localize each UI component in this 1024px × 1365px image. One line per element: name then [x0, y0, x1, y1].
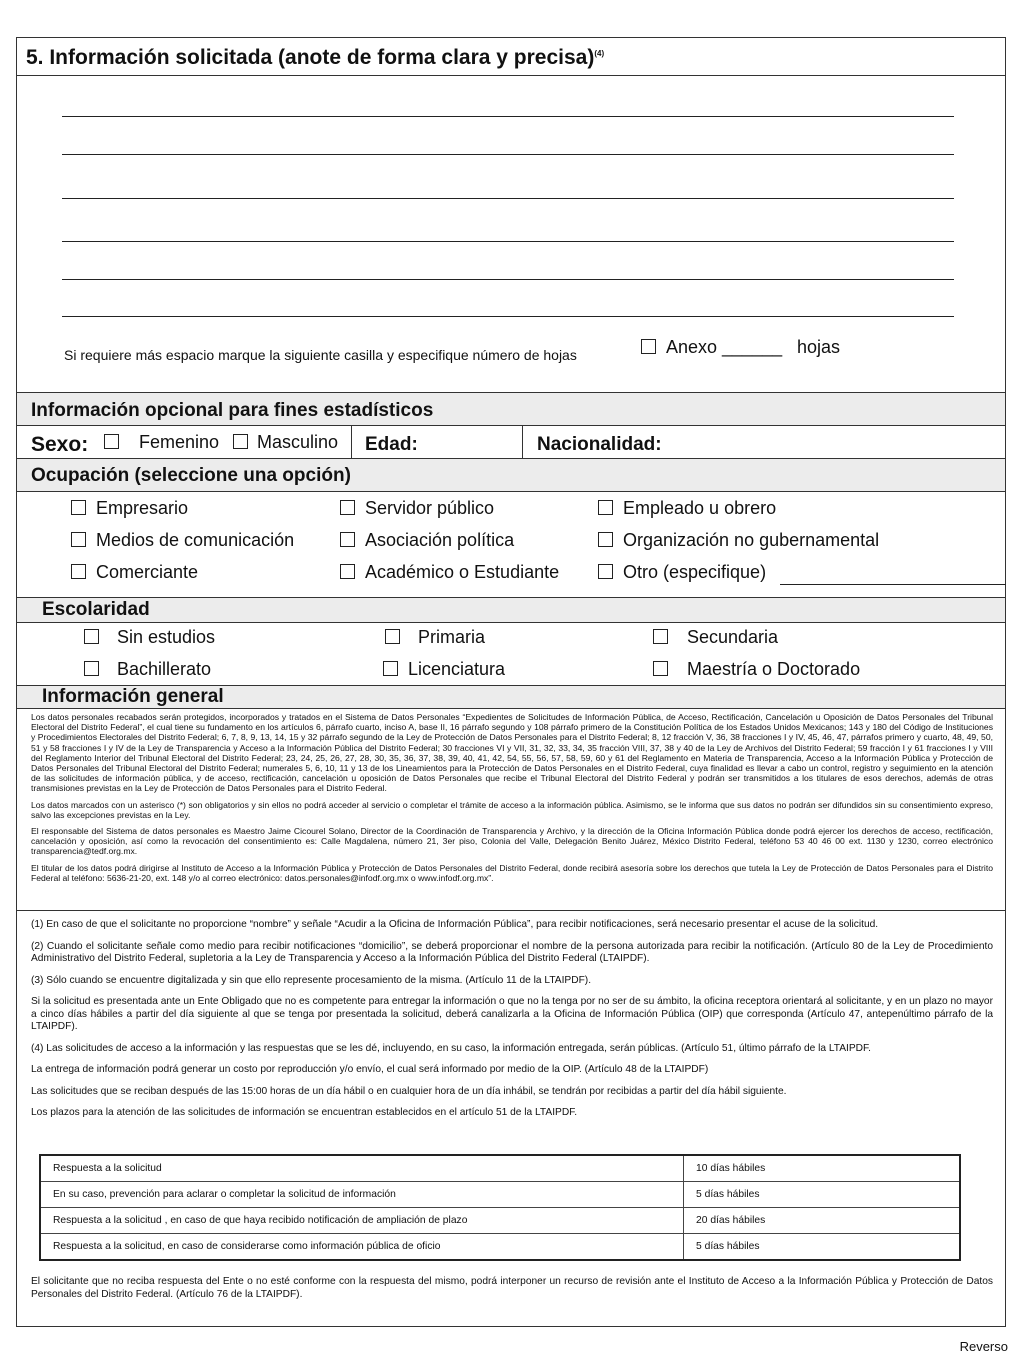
otro-checkbox[interactable] [598, 564, 613, 579]
empleado-label: Empleado u obrero [623, 498, 777, 518]
servidor-label: Servidor público [365, 498, 495, 518]
note-paragraph: (2) Cuando el solicitante señale como medio para recibir notificaciones “domicilio”, se deberá proporcionar el nombre de la persona autorizada para recibir la notificación. (Artículo 80 de la Ley de Procedimiento Administrativo del Distrito Federal, supletoria a la Ley de Transparencia y Acceso a la Información Pública del Distrito Federal (LTAIPDF). [31, 940, 993, 964]
otro-specify-line[interactable] [780, 584, 1006, 585]
edad-label: Edad: [365, 434, 418, 455]
hojas-label: hojas [797, 337, 841, 357]
writing-line[interactable] [62, 241, 954, 242]
writing-line[interactable] [62, 116, 954, 117]
legal-paragraph: El responsable del Sistema de datos personales es Maestro Jaime Cicourel Solano, Director de la Coordinación de Transparencia y Archivo, y la dirección de la Oficina Información Pública donde podrá ejercer los derechos de acceso, rectificación, cancelación y oposición, así como la revocación del consentimiento es: Calle Magdalena, número 21, 3er piso, Colonia del Valle, Delegación Benito Juárez, México Distrito Federal, teléfono 53 40 46 00 ext. 1130 y 1230, correo electrónico transparencia@tedf.org.mx. [31, 826, 993, 857]
medios-checkbox[interactable] [71, 532, 86, 547]
comerciante-checkbox[interactable] [71, 564, 86, 579]
divider [16, 910, 1006, 911]
schooling-band [17, 598, 1005, 622]
comerciante-label: Comerciante [96, 562, 199, 582]
note-paragraph: (3) Sólo cuando se encuentre digitalizada y sin que ello represente procesamiento de la misma. (Artículo 11 de la LTAIPDF). [31, 974, 592, 986]
divider [522, 425, 523, 458]
maestria-label: Maestría o Doctorado [687, 659, 861, 679]
note-paragraph: (4) Las solicitudes de acceso a la información y las respuestas que se les dé, incluyendo, en su caso, la información entregada, serán públicas. (Artículo 51, último párrafo de la LTAIPDF. [31, 1042, 871, 1054]
otro-label: Otro (especifique) [623, 562, 767, 582]
plazos-table [39, 1154, 961, 1261]
bachillerato-label: Bachillerato [117, 659, 212, 679]
licenciatura-label: Licenciatura [408, 659, 506, 679]
empresario-checkbox[interactable] [71, 500, 86, 515]
table-cell-plazo: 5 días hábiles [684, 1234, 961, 1261]
schooling-title: Escolaridad [42, 599, 150, 620]
masculino-label: Masculino [257, 432, 339, 452]
anexo-checkbox[interactable] [641, 339, 656, 354]
table-cell-concepto: Respuesta a la solicitud , en caso de que haya recibido notificación de ampliación de plazo [40, 1208, 684, 1234]
sin-estudios-label: Sin estudios [117, 627, 216, 647]
maestria-checkbox[interactable] [653, 661, 668, 676]
table-row [40, 1155, 960, 1182]
legal-text [31, 712, 993, 889]
servidor-checkbox[interactable] [340, 500, 355, 515]
ong-checkbox[interactable] [598, 532, 613, 547]
final-note: El solicitante que no reciba respuesta del Ente o no esté conforme con la respuesta del mismo, podrá interponer un recurso de revisión ante el Instituto de Acceso a la Información Pública y Protección de Datos Personales del Distrito Federal. (Artículo 76 de la LTAIPDF). [31, 1276, 993, 1300]
table-row [40, 1182, 960, 1208]
table-row [40, 1234, 960, 1261]
bachillerato-checkbox[interactable] [84, 661, 99, 676]
femenino-label: Femenino [139, 432, 220, 452]
sexo-label: Sexo: [31, 433, 89, 456]
table-cell-concepto: Respuesta a la solicitud [40, 1155, 684, 1182]
notes-text [31, 919, 993, 1129]
table-cell-plazo: 5 días hábiles [684, 1182, 961, 1208]
empresario-label: Empresario [96, 498, 189, 518]
secundaria-label: Secundaria [687, 627, 779, 647]
statistics-title: Información opcional para fines estadísticos [31, 400, 434, 421]
section-5-title: 5. Información solicitada (anote de forma clara y precisa)$^{(4)}$ [26, 46, 605, 69]
note-paragraph: La entrega de información podrá generar un costo por reproducción y/o envío, el cual será informado por medio de la OIP. (Artículo 48 de la LTAIPDF) [31, 1064, 709, 1075]
medios-label: Medios de comunicación [96, 530, 295, 550]
legal-paragraph: Los datos marcados con un asterisco (*) son obligatorios y sin ellos no podrá acceder al servicio o completar el trámite de acceso a la información pública. Asimismo, se le informa que sus datos no podrán ser difundidos sin su consentimiento expreso, salvo las excepciones previstas en la Ley. [31, 799, 993, 820]
masculino-checkbox[interactable] [233, 434, 248, 449]
legal-paragraph: Los datos personales recabados serán protegidos, incorporados y tratados en el Sistema de Datos Personales “Expedientes de Solicitudes de Información Pública, de Acceso, Rectificación, Cancelación u Oposición de Datos Personales del Tribunal Electoral del Distrito Federal”, el cual tiene su fundamento en los artículos 6, párrafo cuarto, inciso A, base II, 16 párrafo segundo y 108 párrafo primero de la Constitución Política de los Estados Unidos Mexicanos; 143 y 180 del Código de Instituciones y Procedimientos Electorales del Distrito Federal; 6, 7, 8, 9, 13, 14, 15 y 32 párrafo segundo de la Ley de Protección de Datos Personales para el Distrito Federal; 8, 12 fracción V, 36, 38 fracciones I y IV, 45, 46, 47, párrafos primero y cuarto, 48, 49, 50, 51 y 58 fracciones I y IV de la Ley de Transparencia y Acceso a la Información Pública del Distrito Federal; 30 fracciones VI y VII, 31, 32, 33, 34, 35 fracción VIII, 37, 38 y 40 de la Ley de Archivos del Distrito Federal; 59 fracción I y 61 fracciones I y VIII del Reglamento Interior del Tribunal Electoral del Distrito Federal; 23, 24, 25, 26, 27, 28, 30, 35, 36, 37, 38, 39, 40, 41, 42, 54, 55, 56, 57, 58, 59, 60 y 61 del Reglamento en Materia de Transparencia, Acceso a la Información Pública y Protección de Datos Personales del Tribunal Electoral del Distrito Federal; numerales 5, 6, 10, 11 y 13 de los Lineamientos para la Protección de Datos Personales en el Distrito Federal, cuya finalidad es llevar a cabo un control, registro y seguimiento en la atención de las solicitudes de información pública, y de acceso, rectificación, cancelación u oposición de Datos Personales que recibe el Tribunal Electoral del Distrito Federal y podrán ser transmitidos a los titulares de esos derechos, además de otras transmisiones previstas en la Ley de Protección de Datos Personales para el Distrito Federal. [31, 712, 993, 794]
legal-paragraph: El titular de los datos podrá dirigirse al Instituto de Acceso a la Información Pública y Protección de Datos Personales del Distrito Federal, donde recibirá asesoría sobre los derechos que tutela la Ley de Protección de Datos Personales para el Distrito Federal al teléfono: 5636-21-20, ext. 148 y/o al correo electrónico: datos.personales@infodf.org.mx o www.infodf.org.mx”. [31, 862, 993, 883]
divider [16, 491, 1006, 492]
femenino-checkbox[interactable] [104, 434, 119, 449]
primaria-label: Primaria [418, 627, 486, 647]
writing-line[interactable] [62, 154, 954, 155]
divider [16, 75, 1006, 76]
table-cell-plazo: 20 días hábiles [684, 1208, 961, 1234]
ong-label: Organización no gubernamental [623, 530, 880, 550]
anexo-label: Anexo ______ [666, 337, 783, 357]
nacionalidad-label: Nacionalidad: [537, 434, 662, 455]
primaria-checkbox[interactable] [385, 629, 400, 644]
sin-estudios-checkbox[interactable] [84, 629, 99, 644]
divider [351, 425, 352, 458]
general-title: Información general [42, 686, 224, 707]
reverso-label: Reverso [959, 1339, 1008, 1354]
occupation-title: Ocupación (seleccione una opción) [31, 465, 351, 486]
table-cell-concepto: Respuesta a la solicitud, en caso de considerarse como información pública de oficio [40, 1234, 684, 1261]
divider [16, 708, 1006, 709]
note-paragraph: Si la solicitud es presentada ante un Ente Obligado que no es competente para entregar la información o que no la tenga por no ser de su ámbito, la oficina receptora orientará al solicitante, y en un plazo no mayor a cinco días hábiles a partir del día siguiente al que se tenga por presentada la solicitud, deberá canalizarla a la Oficina de Información Pública (OIP) que corresponda (Artículo 47, antepenúltimo párrafo de la LTAIPDF). [31, 996, 993, 1032]
note-paragraph: Las solicitudes que se reciban después de las 15:00 horas de un día hábil o en cualquier hora de un día inhábil, se tendrán por recibidas a partir del día hábil siguiente. [31, 1085, 787, 1097]
licenciatura-checkbox[interactable] [383, 661, 398, 676]
empleado-checkbox[interactable] [598, 500, 613, 515]
note-paragraph: Los plazos para la atención de las solicitudes de información se encuentran establecidos en el artículo 51 de la LTAIPDF. [31, 1107, 578, 1118]
title-note: (4) [594, 49, 605, 58]
writing-line[interactable] [62, 198, 954, 199]
asociacion-checkbox[interactable] [340, 532, 355, 547]
divider [16, 622, 1006, 623]
academico-checkbox[interactable] [340, 564, 355, 579]
table-row [40, 1208, 960, 1234]
academico-label: Académico o Estudiante [365, 562, 560, 582]
writing-line[interactable] [62, 279, 954, 280]
writing-line[interactable] [62, 316, 954, 317]
secundaria-checkbox[interactable] [653, 629, 668, 644]
form-frame [16, 37, 1006, 1327]
table-cell-concepto: En su caso, prevención para aclarar o completar la solicitud de información [40, 1182, 684, 1208]
asociacion-label: Asociación política [365, 530, 515, 550]
table-cell-plazo: 10 días hábiles [684, 1155, 961, 1182]
divider [16, 425, 1006, 426]
note-paragraph: (1) En caso de que el solicitante no proporcione “nombre” y señale “Acudir a la Oficina de Información Pública”, para recibir notificaciones, será necesario presentar el acuse de la solicitud. [31, 919, 879, 930]
extra-space-text: Si requiere más espacio marque la siguiente casilla y especifique número de hojas [64, 347, 577, 363]
